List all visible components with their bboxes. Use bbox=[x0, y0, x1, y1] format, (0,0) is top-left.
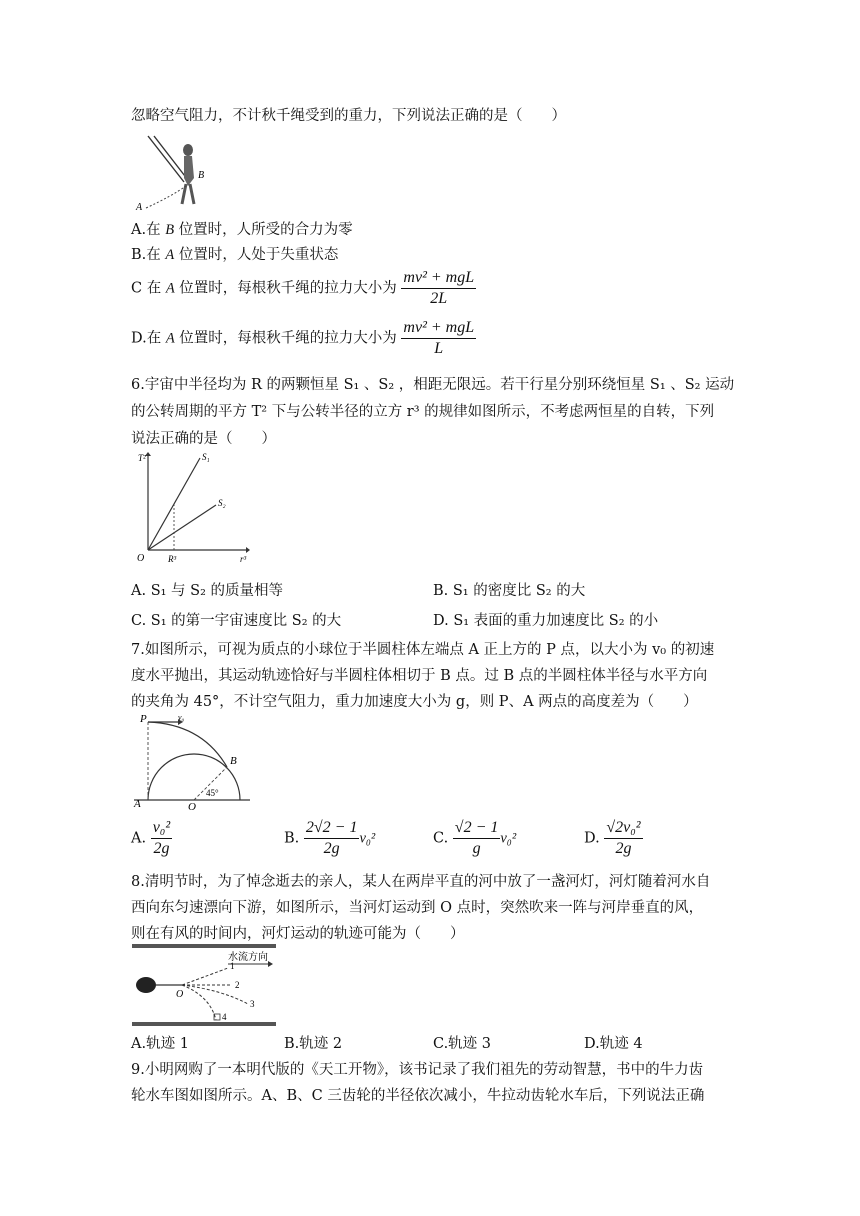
fig-label-a: A bbox=[136, 202, 143, 213]
q7-option-d: D. $\frac{\text{√2v₀²}}{2g}$ bbox=[584, 819, 641, 857]
q8-line1: 8.清明节时，为了悼念逝去的亲人，某人在两岸平直的河中放了一盏河灯，河灯随着河水自 bbox=[131, 874, 711, 890]
q7-option-a: A. $\frac{\text{v₀²}}{2g}$ bbox=[131, 819, 171, 857]
q9-line2: 轮水车图如图所示。A、B、C 三齿轮的半径依次减小，牛拉动齿轮水车后，下列说法正确 bbox=[131, 1088, 705, 1104]
q7-projectile-figure bbox=[132, 712, 252, 810]
q6-option-b: B. S₁ 的密度比 S₂ 的大 bbox=[433, 583, 586, 599]
q5-stem: 忽略空气阻力，不计秋千绳受到的重力，下列说法正确的是（ ） bbox=[131, 108, 566, 124]
q8-flow-label: 水流方向 bbox=[228, 952, 268, 963]
q8-river-figure bbox=[132, 944, 276, 1028]
q7-line1: 7.如图所示，可视为质点的小球位于半圆柱体左端点 A 正上方的 P 点，以大小为 v₀ 的初速 bbox=[131, 642, 715, 658]
q8-track3-label: 3 bbox=[250, 999, 255, 1009]
q7-line3: 的夹角为 45°，不计空气阻力，重力加速度大小为 g，则 P、A 两点的高度差为（ ） bbox=[131, 694, 698, 710]
q5-option-b: B.在 A 位置时，人处于失重状态 bbox=[131, 247, 339, 263]
q6-option-a: A. S₁ 与 S₂ 的质量相等 bbox=[131, 583, 284, 599]
q5-swing-figure bbox=[132, 134, 212, 214]
q8-o-label: O bbox=[176, 989, 184, 1000]
q8-line3: 则在有风的时间内，河灯运动的轨迹可能为（ ） bbox=[131, 926, 465, 942]
q6-s2-label: S₂ bbox=[218, 498, 226, 508]
q8-track1-label: 1 bbox=[230, 961, 235, 971]
q8-option-a: A.轨迹 1 bbox=[131, 1036, 189, 1052]
q8-line2: 西向东匀速漂向下游，如图所示，当河灯运动到 O 点时，突然吹来一阵与河岸垂直的风， bbox=[131, 900, 704, 916]
q7-v0-label: v₀ bbox=[178, 713, 185, 722]
q5-c-fraction: $\frac{\text{mv² + mgL}}{2L}$ bbox=[403, 269, 475, 307]
q7-b-label: B bbox=[230, 755, 237, 767]
q6-x-label: r³ bbox=[240, 554, 247, 564]
q6-r0-label: R³ bbox=[168, 554, 177, 564]
q5-option-c: C 在 A 位置时，每根秋千绳的拉力大小为 $\frac{\text{mv² + mgL}}{2L}$ bbox=[131, 269, 475, 307]
q9-line1: 9.小明网购了一本明代版的《天工开物》，该书记录了我们祖先的劳动智慧，书中的牛力齿 bbox=[131, 1062, 704, 1078]
q5-option-a: A.在 B 位置时，人所受的合力为零 bbox=[131, 222, 353, 238]
q6-line2: 的公转周期的平方 T² 下与公转半径的立方 r³ 的规律如图所示，不考虑两恒星的自转，下列 bbox=[131, 404, 715, 420]
q6-origin-label: O bbox=[137, 553, 145, 564]
q6-option-d: D. S₁ 表面的重力加速度比 S₂ 的小 bbox=[433, 613, 659, 629]
fig-label-b: B bbox=[198, 170, 205, 181]
q5-option-d: D.在 A 位置时，每根秋千绳的拉力大小为 $\frac{\text{mv² + mgL}}{L}$ bbox=[131, 319, 475, 357]
q6-s1-label: S₁ bbox=[202, 452, 210, 462]
q7-a-label: A bbox=[134, 798, 141, 810]
q6-y-label: T² bbox=[138, 453, 146, 463]
q8-option-d: D.轨迹 4 bbox=[584, 1036, 643, 1052]
q6-line1: 6.宇宙中半径均为 R 的两颗恒星 S₁ 、S₂ ，相距无限远。若干行星分别环绕恒星 S₁ 、S₂ 运动 bbox=[131, 377, 735, 393]
q6-line3: 说法正确的是（ ） bbox=[131, 431, 276, 447]
q7-o-label: O bbox=[188, 801, 196, 810]
q6-graph-figure bbox=[132, 450, 252, 568]
q6-option-c: C. S₁ 的第一宇宙速度比 S₂ 的大 bbox=[131, 613, 342, 629]
q8-option-c: C.轨迹 3 bbox=[433, 1036, 492, 1052]
q7-p-label: P bbox=[140, 713, 147, 725]
q8-track2-label: 2 bbox=[235, 980, 240, 990]
q7-option-b: B. $\frac{2√2 - 1}{2g}$ v₀² bbox=[284, 819, 376, 857]
q8-option-b: B.轨迹 2 bbox=[284, 1036, 343, 1052]
q7-angle-label: 45° bbox=[206, 788, 219, 798]
q8-track4-label: 4 bbox=[222, 1012, 227, 1022]
q7-option-c: C. $\frac{√2 - 1}{g}$ v₀² bbox=[433, 819, 517, 857]
q5-d-fraction: $\frac{\text{mv² + mgL}}{L}$ bbox=[403, 319, 475, 357]
q7-line2: 度水平抛出，其运动轨迹恰好与半圆柱体相切于 B 点。过 B 点的半圆柱体半径与水平方向 bbox=[131, 668, 708, 684]
